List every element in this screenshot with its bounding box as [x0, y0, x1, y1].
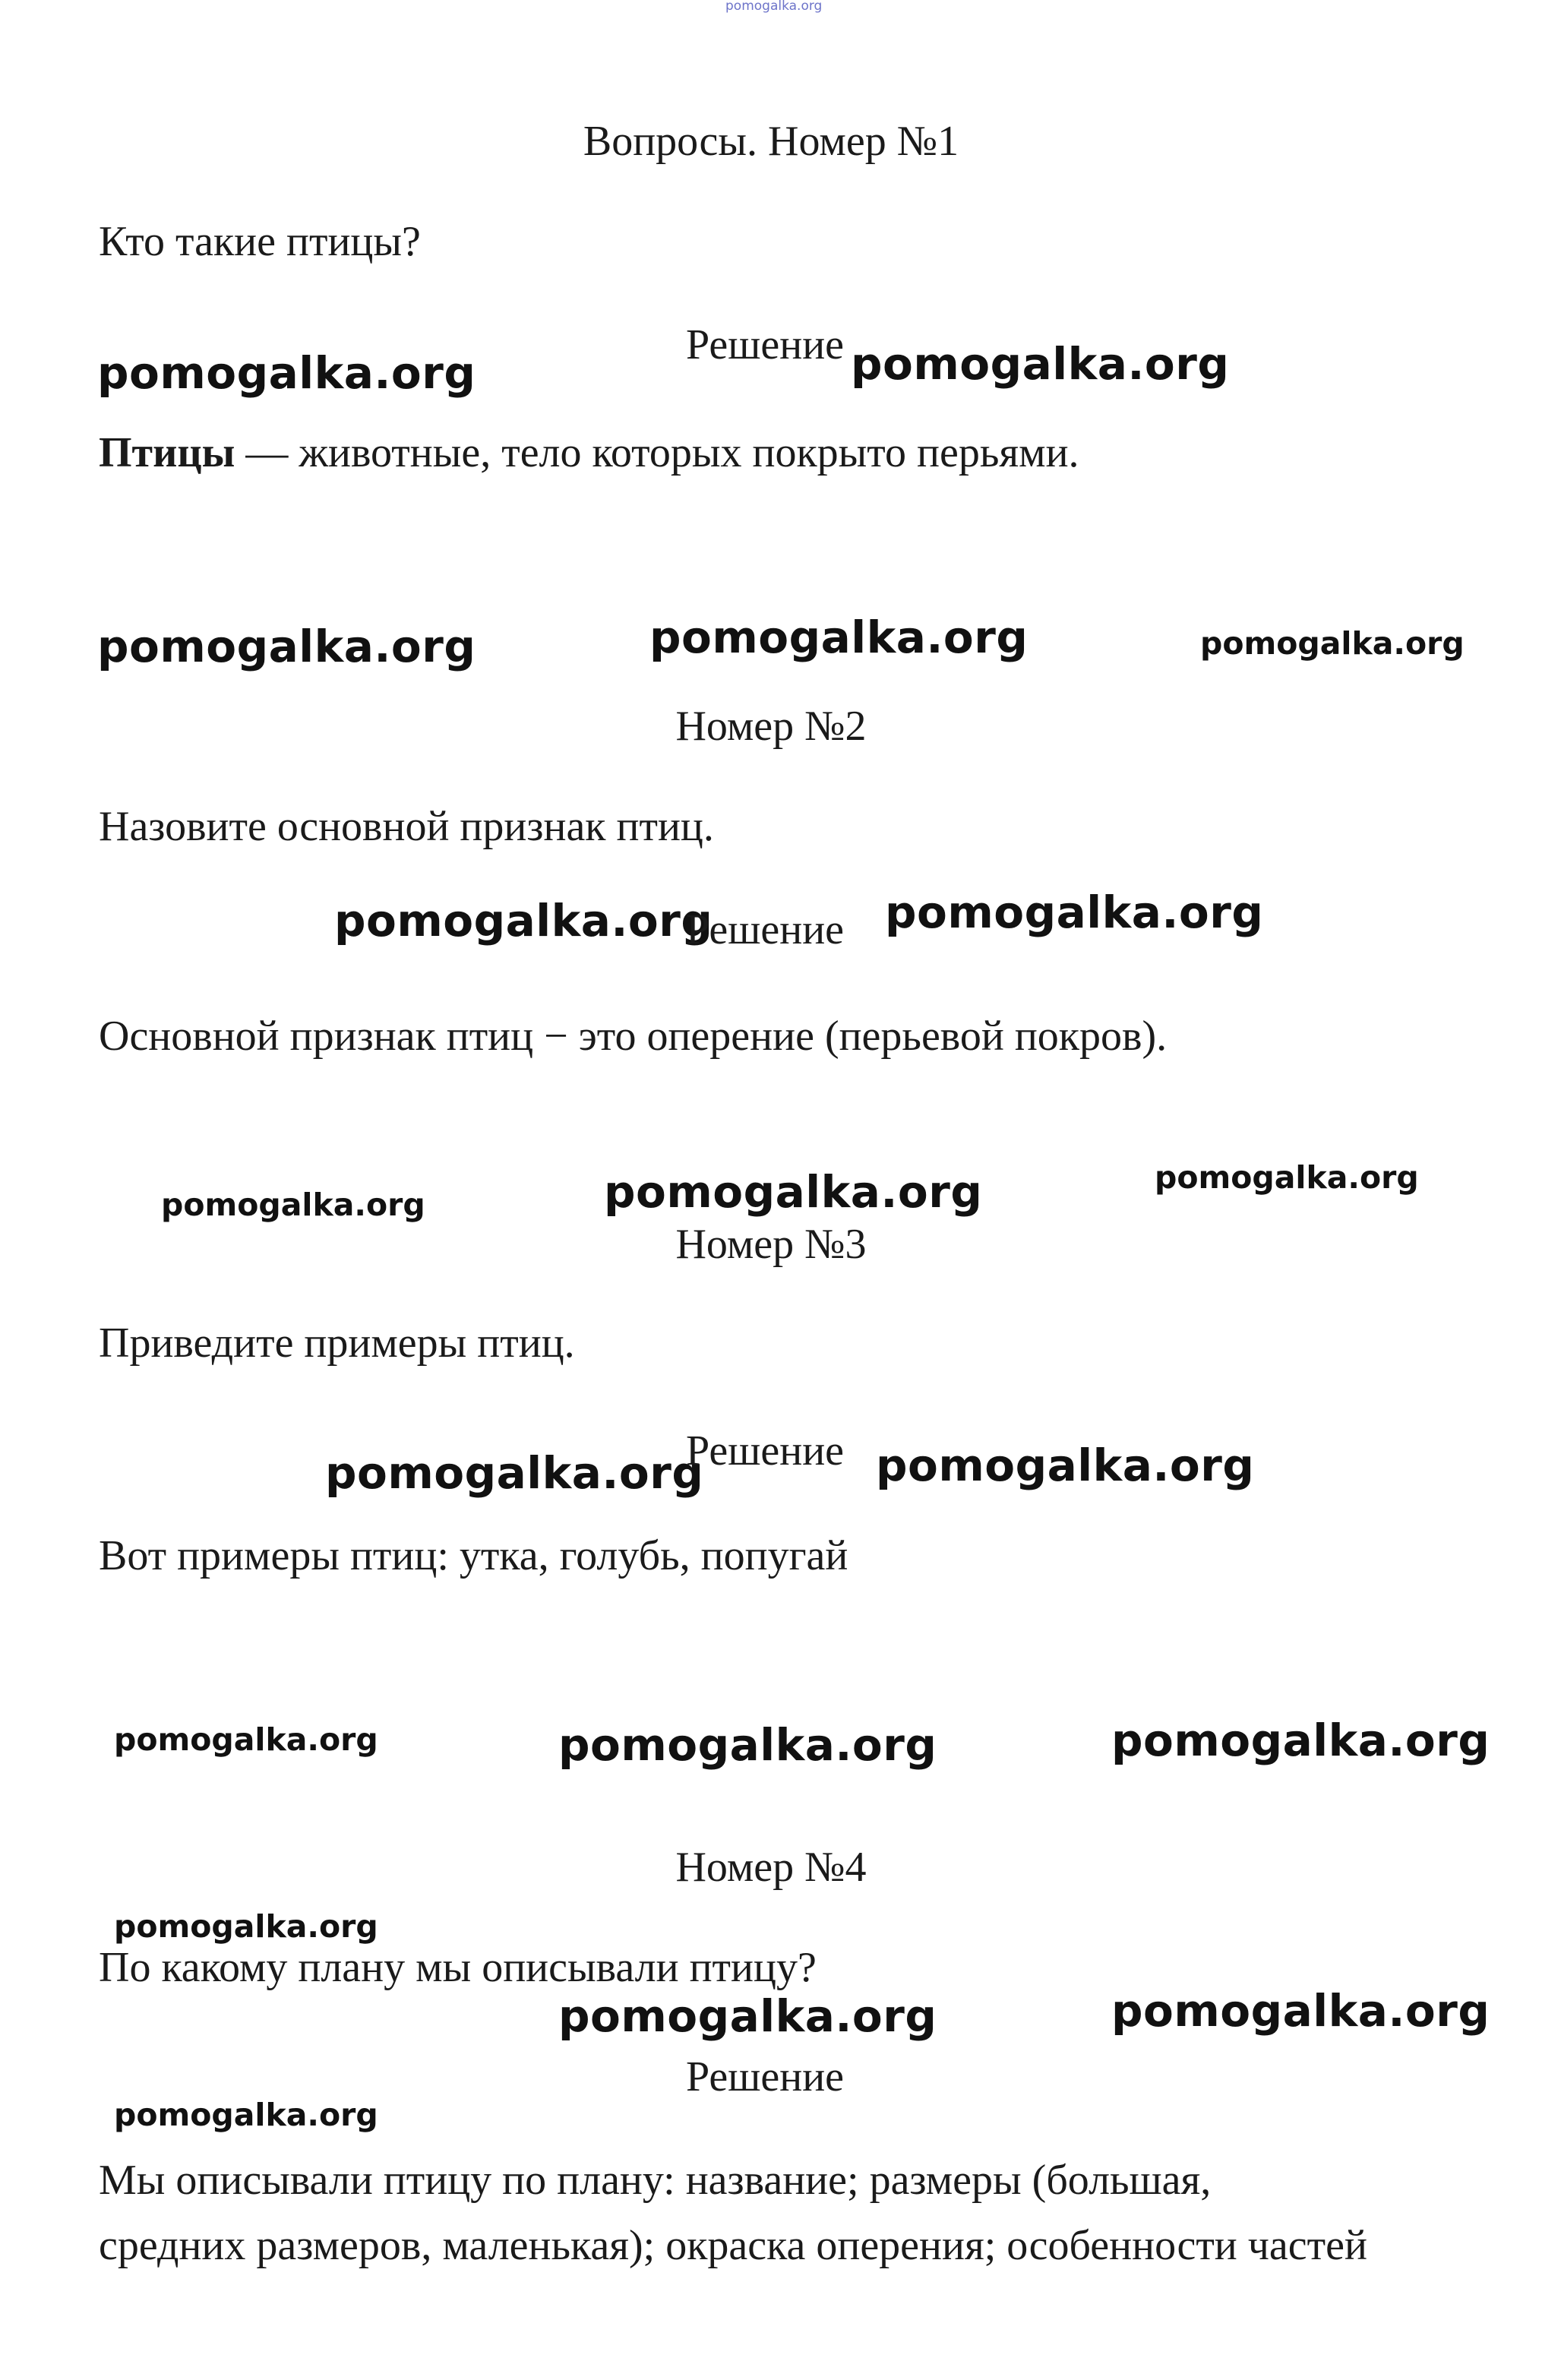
watermark: pomogalka.org — [851, 338, 1230, 390]
watermark: pomogalka.org — [114, 1908, 378, 1945]
section-3-answer: Вот примеры птиц: утка, голубь, попугай — [99, 1532, 848, 1579]
section-2-heading: Номер №2 — [675, 703, 867, 750]
watermark: pomogalka.org — [97, 621, 476, 672]
section-2-question: Назовите основной признак птиц. — [99, 803, 714, 850]
watermark: pomogalka.org — [885, 887, 1264, 938]
section-3-question: Приведите примеры птиц. — [99, 1320, 575, 1367]
section-1-solution-label: Решение — [686, 321, 845, 368]
watermark: pomogalka.org — [114, 2097, 378, 2133]
watermark: pomogalka.org — [1155, 1159, 1419, 1196]
watermark: pomogalka.org — [325, 1447, 704, 1499]
section-3-heading: Номер №3 — [675, 1221, 867, 1268]
section-2-solution-label: Решение — [686, 906, 845, 953]
section-1-heading: Вопросы. Номер №1 — [583, 118, 959, 165]
watermark: pomogalka.org — [334, 895, 713, 947]
section-1-question: Кто такие птицы? — [99, 218, 421, 265]
section-3-solution-label: Решение — [686, 1427, 845, 1474]
watermark: pomogalka.org — [558, 1719, 937, 1771]
watermark: pomogalka.org — [1111, 1985, 1490, 2037]
watermark: pomogalka.org — [1200, 625, 1465, 662]
watermark: pomogalka.org — [114, 1721, 378, 1758]
section-4-heading: Номер №4 — [675, 1844, 867, 1891]
watermark: pomogalka.org — [558, 1990, 937, 2042]
watermark: pomogalka.org — [97, 347, 476, 399]
watermark: pomogalka.org — [876, 1440, 1255, 1491]
section-4-solution-label: Решение — [686, 2053, 845, 2100]
watermark: pomogalka.org — [649, 612, 1029, 663]
watermark-top: pomogalka.org — [725, 0, 823, 14]
answer-definition: — животные, тело которых покрыто перьями. — [235, 429, 1079, 476]
section-1-answer — [99, 431, 1079, 474]
section-4-answer-line-2: средних размеров, маленькая); окраска оперения; особенности частей — [99, 2222, 1367, 2269]
watermark: pomogalka.org — [1111, 1715, 1490, 1766]
section-2-answer: Основной признак птиц − это оперение (перьевой покров). — [99, 1013, 1168, 1060]
watermark: pomogalka.org — [604, 1166, 983, 1218]
section-4-question: По какому плану мы описывали птицу? — [99, 1944, 817, 1991]
watermark: pomogalka.org — [161, 1187, 425, 1223]
section-4-answer-line-1: Мы описывали птицу по плану: название; размеры (большая, — [99, 2157, 1212, 2204]
answer-term: Птицы — [99, 429, 235, 476]
